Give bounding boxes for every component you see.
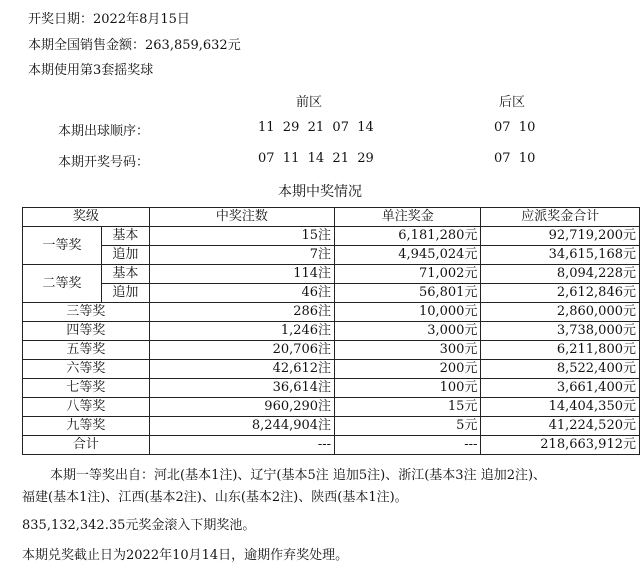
front-zone-label: 前区 <box>296 95 323 110</box>
level-cell: 六等奖 <box>23 360 150 379</box>
first-prize-origin-line1: 本期一等奖出自：河北(基本1注)、辽宁(基本5注 追加5注)、浙江(基本3注 追加2注)、 <box>50 468 547 483</box>
level-cell: 五等奖 <box>23 341 150 360</box>
count-cell: --- <box>149 436 334 455</box>
total-cell: 8,522,400元 <box>481 360 640 379</box>
count-cell: 46注 <box>149 284 334 303</box>
level-cell: 三等奖 <box>23 303 150 322</box>
total-cell: 2,612,846元 <box>481 284 640 303</box>
total-cell: 218,663,912元 <box>481 436 640 455</box>
count-cell: 42,612注 <box>149 360 334 379</box>
order-label: 本期出球顺序： <box>58 124 150 139</box>
total-cell: 14,404,350元 <box>481 398 640 417</box>
prize-cell: 100元 <box>335 379 481 398</box>
sales-amount: 本期全国销售金额：263,859,632元 <box>28 38 241 53</box>
total-cell: 3,738,000元 <box>481 322 640 341</box>
prize-cell: --- <box>335 436 481 455</box>
table-row <box>23 284 640 303</box>
table-row <box>23 322 640 341</box>
table-title: 本期中奖情况 <box>278 184 362 200</box>
prize-cell: 56,801元 <box>335 284 481 303</box>
sub-level-cell: 追加 <box>102 246 150 265</box>
prize-table <box>22 207 640 455</box>
winning-front-numbers: 07 11 14 21 29 <box>258 151 374 166</box>
back-zone-label: 后区 <box>499 95 526 110</box>
total-cell: 92,719,200元 <box>481 227 640 246</box>
ball-set: 本期使用第3套摇奖球 <box>28 63 154 78</box>
order-back-numbers: 07 10 <box>494 120 536 135</box>
header-total: 应派奖金合计 <box>481 208 640 227</box>
level-cell: 二等奖 <box>23 265 102 303</box>
header-prize: 单注奖金 <box>335 208 481 227</box>
table-row <box>23 303 640 322</box>
total-cell: 34,615,168元 <box>481 246 640 265</box>
prize-cell: 10,000元 <box>335 303 481 322</box>
count-cell: 1,246注 <box>149 322 334 341</box>
count-cell: 286注 <box>149 303 334 322</box>
table-header-row <box>23 208 640 227</box>
level-cell: 一等奖 <box>23 227 102 265</box>
level-cell: 四等奖 <box>23 322 150 341</box>
sub-level-cell: 追加 <box>102 284 150 303</box>
total-cell: 8,094,228元 <box>481 265 640 284</box>
count-cell: 15注 <box>149 227 334 246</box>
prize-cell: 5元 <box>335 417 481 436</box>
sub-level-cell: 基本 <box>102 227 150 246</box>
header-count: 中奖注数 <box>149 208 334 227</box>
table-row <box>23 379 640 398</box>
winning-label: 本期开奖号码： <box>58 155 150 170</box>
sub-level-cell: 基本 <box>102 265 150 284</box>
claim-deadline: 本期兑奖截止日为2022年10月14日，逾期作弃奖处理。 <box>22 548 349 563</box>
count-cell: 36,614注 <box>149 379 334 398</box>
table-row <box>23 341 640 360</box>
order-front-numbers: 11 29 21 07 14 <box>258 120 374 135</box>
total-cell: 2,860,000元 <box>481 303 640 322</box>
count-cell: 7注 <box>149 246 334 265</box>
table-row <box>23 360 640 379</box>
level-cell: 九等奖 <box>23 417 150 436</box>
level-cell: 七等奖 <box>23 379 150 398</box>
count-cell: 114注 <box>149 265 334 284</box>
table-row <box>23 398 640 417</box>
count-cell: 20,706注 <box>149 341 334 360</box>
header-level: 奖级 <box>23 208 150 227</box>
total-cell: 3,661,400元 <box>481 379 640 398</box>
draw-date: 开奖日期：2022年8月15日 <box>28 12 190 27</box>
prize-cell: 3,000元 <box>335 322 481 341</box>
table-row <box>23 227 640 246</box>
prize-cell: 6,181,280元 <box>335 227 481 246</box>
table-total-row <box>23 436 640 455</box>
table-row <box>23 417 640 436</box>
prize-cell: 200元 <box>335 360 481 379</box>
pool-rollover: 835,132,342.35元奖金滚入下期奖池。 <box>22 518 256 533</box>
level-cell: 合计 <box>23 436 150 455</box>
winning-back-numbers: 07 10 <box>494 151 536 166</box>
first-prize-origin-line2: 福建(基本1注)、江西(基本2注)、山东(基本2注)、陕西(基本1注)。 <box>22 490 408 505</box>
level-cell: 八等奖 <box>23 398 150 417</box>
total-cell: 41,224,520元 <box>481 417 640 436</box>
prize-cell: 300元 <box>335 341 481 360</box>
count-cell: 960,290注 <box>149 398 334 417</box>
table-row <box>23 265 640 284</box>
total-cell: 6,211,800元 <box>481 341 640 360</box>
count-cell: 8,244,904注 <box>149 417 334 436</box>
prize-cell: 71,002元 <box>335 265 481 284</box>
prize-cell: 4,945,024元 <box>335 246 481 265</box>
table-row <box>23 246 640 265</box>
prize-cell: 15元 <box>335 398 481 417</box>
